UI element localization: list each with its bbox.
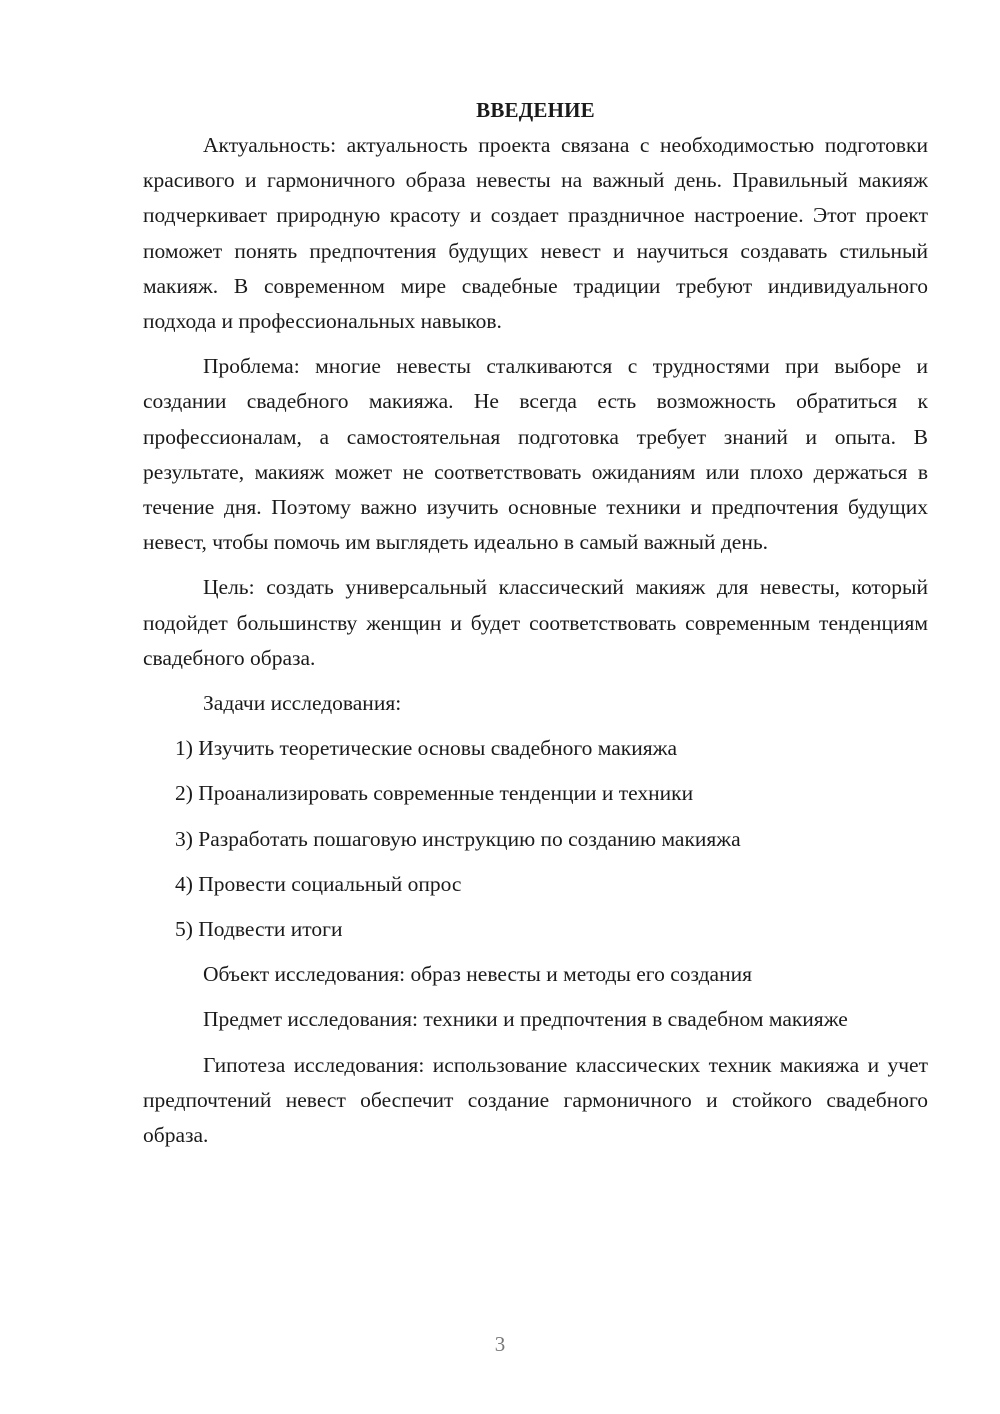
problem-paragraph: Проблема: многие невесты сталкиваются с трудностями при выборе и создании свадебного макияжа. Не всегда есть возможность обратиться к профессионалам, а самостоятельная подготовка требует знаний и опыта. В результате, макияж может не соответствовать ожиданиям или плохо держаться в течение дня. Поэтому важно изучить основные техники и предпочтения будущих невест, чтобы помочь им выглядеть идеально в самый важный день.	[143, 354, 928, 555]
subject-paragraph: Предмет исследования: техники и предпочтения в свадебном макияже	[203, 1007, 848, 1032]
task-item: 2) Проанализировать современные тенденции и техники	[175, 781, 694, 806]
page-title: ВВЕДЕНИЕ	[476, 98, 595, 122]
task-item: 3) Разработать пошаговую инструкцию по созданию макияжа	[175, 826, 741, 851]
task-item: 4) Провести социальный опрос	[175, 871, 462, 896]
relevance-paragraph: Актуальность: актуальность проекта связана с необходимостью подготовки красивого и гармоничного образа невесты на важный день. Правильный макияж подчеркивает природную красоту и создает праздничное настроение. Этот проект поможет понять предпочтения будущих невест и научиться создавать стильный макияж. В современном мире свадебные традиции требуют индивидуального подхода и профессиональных навыков.	[143, 133, 928, 334]
object-paragraph: Объект исследования: образ невесты и методы его создания	[203, 962, 752, 987]
tasks-heading: Задачи исследования:	[203, 691, 402, 716]
task-item: 1) Изучить теоретические основы свадебного макияжа	[175, 736, 678, 761]
tasks-list	[143, 731, 928, 947]
document-page	[143, 93, 928, 1163]
task-item: 5) Подвести итоги	[175, 917, 343, 942]
goal-paragraph: Цель: создать универсальный классический макияж для невесты, который подойдет большинству женщин и будет соответствовать современным тенденциям свадебного образа.	[143, 575, 928, 670]
page-number: 3	[494, 1332, 506, 1356]
hypothesis-paragraph: Гипотеза исследования: использование классических техник макияжа и учет предпочтений невест обеспечит создание гармоничного и стойкого свадебного образа.	[143, 1052, 928, 1148]
